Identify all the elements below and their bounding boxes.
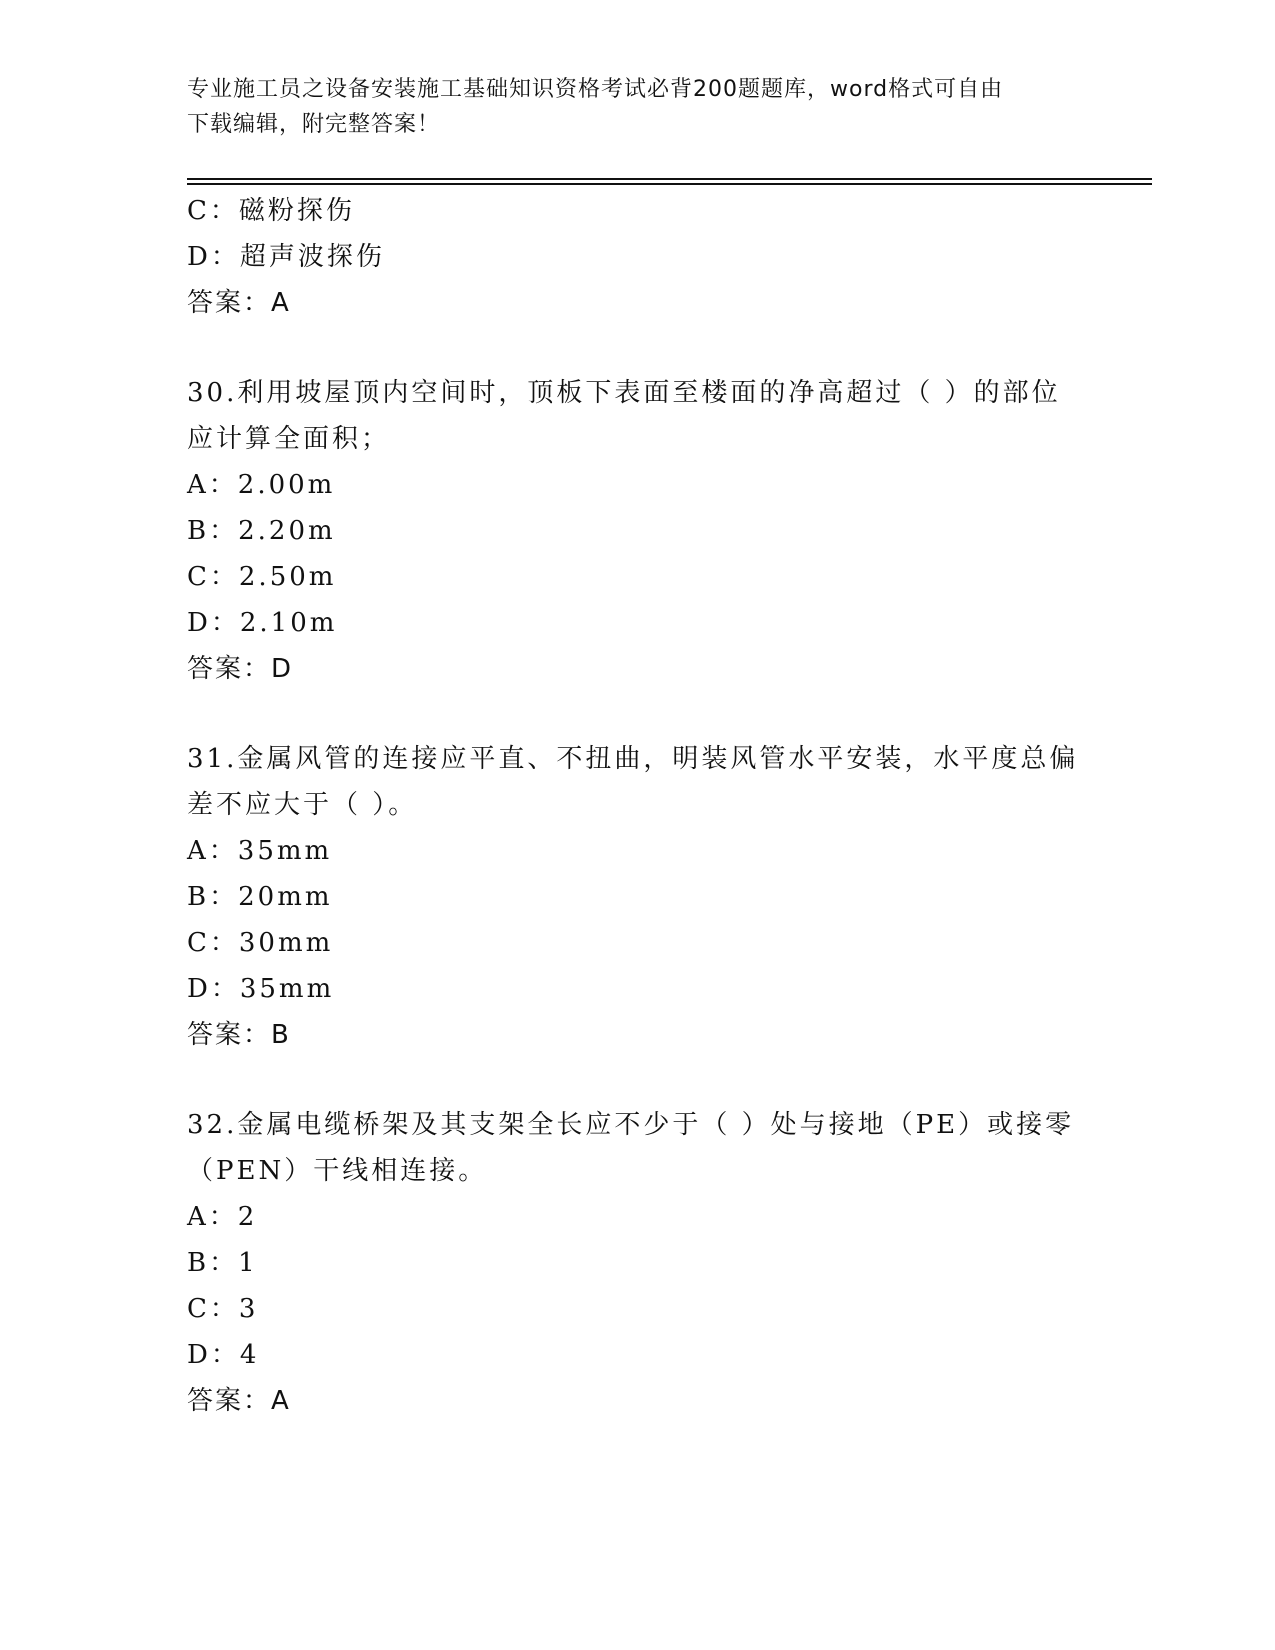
option-b: B：20mm: [187, 882, 333, 912]
option-a: A：2: [187, 1202, 258, 1232]
option-b: B：2.20m: [187, 516, 336, 546]
question-30: [187, 370, 1087, 692]
option-c: C：30mm: [187, 928, 334, 958]
header-title-line-2: 下载编辑，附完整答案！: [187, 112, 441, 137]
option-d: D：超声波探伤: [187, 242, 385, 272]
question-stem: [187, 1102, 1087, 1194]
answer-line: 答案：B: [187, 1020, 291, 1050]
question-32: [187, 1102, 1087, 1424]
option-a: A：2.00m: [187, 470, 336, 500]
question-stem-line-1: 30.利用坡屋顶内空间时，顶板下表面至楼面的净高超过（ ）的部位: [187, 378, 1061, 408]
question-stem-line-2: 应计算全面积；: [187, 424, 391, 454]
option-d: D：35mm: [187, 974, 335, 1004]
header-divider-bottom: [187, 183, 1152, 185]
answer-line: 答案：A: [187, 288, 291, 318]
spacer: [187, 692, 1087, 736]
question-stem-line-1: 31.金属风管的连接应平直、不扭曲，明装风管水平安装，水平度总偏: [187, 744, 1079, 774]
question-29-tail: [187, 188, 1087, 326]
question-31: [187, 736, 1087, 1058]
answer-line: 答案：D: [187, 654, 294, 684]
option-a: A：35mm: [187, 836, 333, 866]
header-title-line-1: 专业施工员之设备安装施工基础知识资格考试必背200题题库，word格式可自由: [187, 77, 1004, 102]
header-divider-top: [187, 178, 1152, 180]
answer-line: 答案：A: [187, 1386, 291, 1416]
document-header: [187, 72, 1087, 142]
question-stem-line-2: 差不应大于（ ）。: [187, 790, 418, 820]
option-d: D：2.10m: [187, 608, 338, 638]
option-c: C：2.50m: [187, 562, 337, 592]
question-stem: [187, 736, 1087, 828]
spacer: [187, 1058, 1087, 1102]
spacer: [187, 326, 1087, 370]
option-c: C：磁粉探伤: [187, 196, 355, 226]
question-list: [187, 188, 1087, 1424]
question-stem: [187, 370, 1087, 462]
option-b: B：1: [187, 1248, 258, 1278]
option-c: C：3: [187, 1294, 259, 1324]
question-stem-line-2: （PEN）干线相连接。: [187, 1156, 488, 1186]
question-stem-line-1: 32.金属电缆桥架及其支架全长应不少于（ ）处与接地（PE）或接零: [187, 1110, 1075, 1140]
option-d: D：4: [187, 1340, 260, 1370]
